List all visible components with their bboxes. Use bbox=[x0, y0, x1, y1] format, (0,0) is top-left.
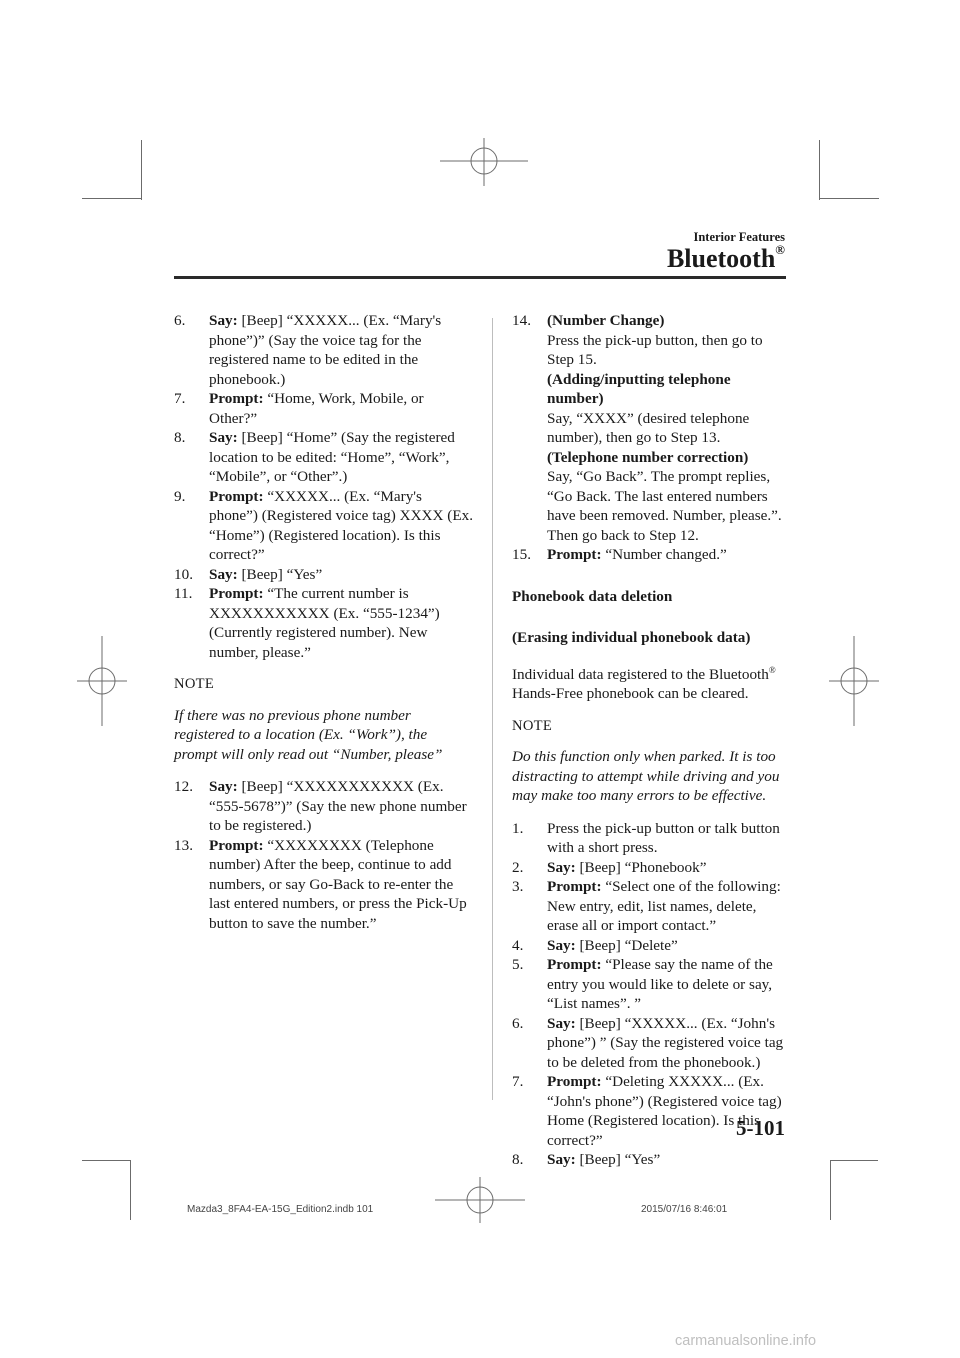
list-item bbox=[512, 545, 787, 565]
step-text: [Beep] “XXXXXXXXXXX (Ex. “555-5678”)” (Say the new phone number to be registered.) bbox=[209, 778, 467, 834]
step-label: Prompt: bbox=[209, 836, 264, 854]
registered-mark: ® bbox=[768, 664, 776, 675]
list-item bbox=[174, 565, 474, 585]
step-text: “Select one of the following: New entry, edit, list names, delete, erase all or import contact.” bbox=[547, 878, 781, 935]
step-label: Say: bbox=[209, 565, 238, 583]
step-number: 9. bbox=[174, 487, 186, 505]
step-label: Prompt: bbox=[547, 546, 602, 563]
step-text: “XXXXXXXX (Telephone number) After the beep, continue to add numbers, or say Go-Back to re-enter the last entered numbers, or press the Pick-Up button to save the number.” bbox=[209, 836, 467, 932]
step-label: Prompt: bbox=[547, 956, 602, 974]
step-text: Press the pick-up button, then go to Step 15. bbox=[547, 331, 763, 368]
list-item bbox=[174, 777, 474, 836]
step-number: 5. bbox=[512, 956, 524, 974]
subsection-heading: (Erasing individual phonebook data) bbox=[512, 629, 751, 646]
step-text: [Beep] “Home” (Say the registered location to be edited: “Home”, “Work”, “Mobile”, or “Other”.) bbox=[209, 429, 455, 485]
step-text: [Beep] “Yes” bbox=[575, 1151, 661, 1169]
list-item bbox=[512, 1014, 787, 1073]
watermark: carmanualsonline.info bbox=[675, 1333, 817, 1349]
step-text: “Home, Work, Mobile, or Other?” bbox=[209, 390, 424, 427]
note-text: If there was no previous phone number registered to a location (Ex. “Work”), the prompt will only read out “Number, please” bbox=[174, 706, 443, 763]
step-number: 4. bbox=[512, 936, 524, 954]
step-text: Say, “Go Back”. The prompt replies, “Go Back. The last entered numbers have been removed. Number, please.”. Then go back to Step 12. bbox=[547, 468, 782, 544]
registration-mark-left bbox=[77, 636, 127, 728]
step-number: 1. bbox=[512, 819, 524, 837]
note-label: NOTE bbox=[512, 717, 553, 734]
registered-mark: ® bbox=[775, 242, 785, 258]
step-number: 15. bbox=[512, 546, 531, 563]
step-number: 6. bbox=[512, 1014, 524, 1032]
step-text: Press the pick-up button or talk button with a short press. bbox=[547, 819, 780, 857]
list-item bbox=[174, 428, 474, 487]
step-text: Say, “XXXX” (desired telephone number), then go to Step 13. bbox=[547, 409, 750, 446]
step-list-left-2 bbox=[174, 777, 474, 933]
step-label: Say: bbox=[547, 1151, 576, 1169]
step-number: 3. bbox=[512, 878, 524, 896]
step-text: [Beep] “XXXXX... (Ex. “Mary's phone”)” (Say the voice tag for the registered name to be edited in the phonebook.) bbox=[209, 312, 442, 388]
step-label: Say: bbox=[209, 312, 238, 329]
step-label: Say: bbox=[547, 936, 576, 954]
step-heading: (Telephone number correction) bbox=[547, 448, 749, 466]
step-text: [Beep] “Delete” bbox=[575, 936, 678, 954]
list-item bbox=[512, 877, 787, 936]
right-column bbox=[512, 311, 787, 1170]
footer-timestamp: 2015/07/16 8:46:01 bbox=[641, 1204, 728, 1215]
page-title bbox=[667, 244, 785, 274]
registration-mark-right bbox=[829, 636, 879, 728]
step-label: Say: bbox=[547, 858, 576, 876]
list-item bbox=[174, 389, 474, 428]
left-column bbox=[174, 311, 474, 933]
step-label: Prompt: bbox=[547, 878, 602, 896]
intro-paragraph bbox=[512, 661, 787, 704]
intro-text-b: Hands-Free phonebook can be cleared. bbox=[512, 685, 749, 703]
list-item bbox=[174, 836, 474, 934]
step-number: 11. bbox=[174, 585, 193, 602]
list-item bbox=[174, 487, 474, 565]
step-label: Say: bbox=[209, 778, 238, 795]
step-label: Prompt: bbox=[209, 487, 264, 505]
header-rule bbox=[174, 276, 786, 279]
column-divider bbox=[492, 318, 493, 1100]
list-item bbox=[512, 936, 787, 956]
page-number: 5-101 bbox=[736, 1116, 785, 1140]
list-item bbox=[512, 858, 787, 878]
step-heading: (Adding/inputting telephone number) bbox=[547, 370, 731, 407]
registration-mark-top bbox=[440, 138, 530, 188]
step-text: [Beep] “Yes” bbox=[237, 565, 323, 583]
step-number: 14. bbox=[512, 312, 531, 329]
step-label: Prompt: bbox=[209, 585, 264, 602]
step-text: “Deleting XXXXX... (Ex. “John's phone”) (Registered voice tag) Home (Registered location). Is this correct?” bbox=[547, 1073, 782, 1149]
step-number: 13. bbox=[174, 836, 193, 854]
step-number: 6. bbox=[174, 312, 186, 329]
registration-mark-bottom bbox=[435, 1175, 525, 1225]
step-text: “XXXXX... (Ex. “Mary's phone”) (Registered voice tag) XXXX (Ex. “Home”) (Registered location). Is this correct?” bbox=[209, 487, 474, 563]
step-text: “Please say the name of the entry you would like to delete or say, “List names”. ” bbox=[547, 956, 773, 1013]
step-list-left bbox=[174, 311, 474, 662]
step-label: Say: bbox=[547, 1014, 576, 1032]
intro-text-a: Individual data registered to the Bluetooth bbox=[512, 665, 769, 683]
step-number: 8. bbox=[174, 429, 186, 446]
step-text: “Number changed.” bbox=[601, 546, 727, 563]
note-text: Do this function only when parked. It is too distracting to attempt while driving and you may make too many errors to be effective. bbox=[512, 748, 780, 805]
step-number: 7. bbox=[512, 1073, 524, 1091]
step-number: 8. bbox=[512, 1151, 524, 1169]
step-text: [Beep] “XXXXX... (Ex. “John's phone”) ” (Say the registered voice tag to be deleted from the phonebook.) bbox=[547, 1014, 784, 1071]
step-heading: (Number Change) bbox=[547, 312, 665, 329]
step-number: 12. bbox=[174, 778, 193, 795]
list-item bbox=[512, 819, 787, 858]
section-heading: Phonebook data deletion bbox=[512, 587, 673, 605]
step-text: “The current number is XXXXXXXXXXX (Ex. “555-1234”) (Currently registered number). New number, please.” bbox=[209, 585, 440, 661]
step-text: [Beep] “Phonebook” bbox=[575, 858, 707, 876]
step-number: 2. bbox=[512, 858, 524, 876]
page-title-text: Bluetooth bbox=[666, 244, 776, 273]
list-item bbox=[512, 1150, 787, 1170]
note-label: NOTE bbox=[174, 676, 215, 692]
step-label: Prompt: bbox=[547, 1073, 602, 1091]
section-label: Interior Features bbox=[693, 230, 785, 244]
footer-filename: Mazda3_8FA4-EA-15G_Edition2.indb 101 bbox=[187, 1204, 374, 1215]
step-label: Prompt: bbox=[209, 390, 264, 407]
step-label: Say: bbox=[209, 429, 238, 446]
list-item bbox=[512, 311, 787, 545]
list-item bbox=[512, 955, 787, 1014]
step-number: 10. bbox=[174, 565, 193, 583]
step-number: 7. bbox=[174, 390, 186, 407]
list-item bbox=[174, 311, 474, 389]
list-item bbox=[174, 584, 474, 662]
